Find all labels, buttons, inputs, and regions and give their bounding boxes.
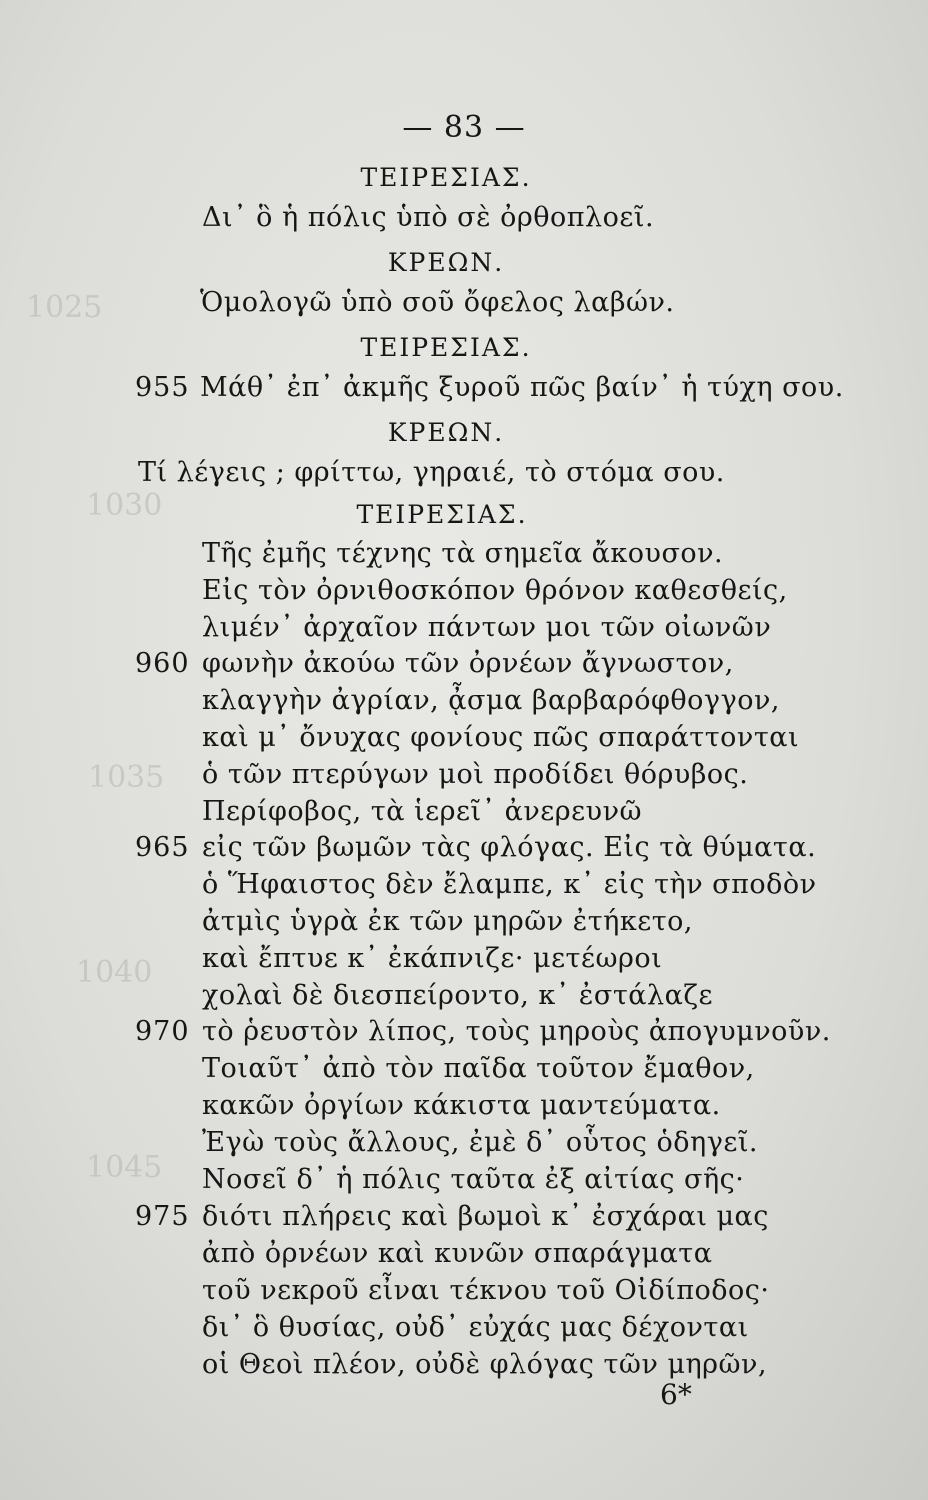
bleed-through-number: 1030 <box>86 488 163 523</box>
verse-line: κλαγγὴν ἀγρίαν, ᾆσμα βαρβαρόφθογγον, <box>202 685 780 716</box>
verse-line: ὁ τῶν πτερύγων μοὶ προδίδει θόρυβος. <box>202 759 749 790</box>
printer-signature: 6* <box>660 1378 692 1411</box>
bleed-through-number: 1025 <box>26 290 103 325</box>
speaker-heading: ΤΕΙΡΕΣΙΑΣ. <box>360 163 532 192</box>
verse-line: Τί λέγεις ; φρίττω, γηραιέ, τὸ στόμα σου. <box>138 457 725 488</box>
verse-line: δι᾽ ὃ θυσίας, οὐδ᾽ εὐχάς μας δέχονται <box>202 1312 749 1343</box>
verse-line: Μάθ᾽ ἐπ᾽ ἀκμῆς ξυροῦ πῶς βαίν᾽ ἡ τύχη σου. <box>200 372 844 403</box>
verse-line: Ὁμολογῶ ὑπὸ σοῦ ὄφελος λαβών. <box>200 287 675 318</box>
verse-line: λιμέν᾽ ἀρχαῖον πάντων μοι τῶν οἰωνῶν <box>202 612 772 643</box>
verse-line: εἰς τῶν βωμῶν τὰς φλόγας. Εἰς τὰ θύματα. <box>202 832 817 863</box>
verse-line: Τοιαῦτ᾽ ἀπὸ τὸν παῖδα τοῦτον ἔμαθον, <box>202 1053 755 1084</box>
verse-line: διότι πλήρεις καὶ βωμοὶ κ᾽ ἐσχάραι μας <box>202 1201 769 1232</box>
page-number: — 83 — <box>402 110 526 145</box>
verse-line: οἱ Θεοὶ πλέον, οὐδὲ φλόγας τῶν μηρῶν, <box>202 1349 768 1380</box>
verse-line: Δι᾽ ὃ ἡ πόλις ὑπὸ σὲ ὀρθοπλοεῖ. <box>202 202 655 233</box>
verse-line: Εἰς τὸν ὀρνιθοσκόπον θρόνον καθεσθείς, <box>202 575 788 606</box>
verse-line: χολαὶ δὲ διεσπείροντο, κ᾽ ἐστάλαζε <box>202 980 713 1011</box>
verse-line: τὸ ῥευστὸν λίπος, τοὺς μηροὺς ἀπογυμνοῦν. <box>202 1016 831 1047</box>
verse-line: ἀπὸ ὀρνέων καὶ κυνῶν σπαράγματα <box>202 1238 713 1269</box>
bleed-through-number: 1045 <box>86 1150 163 1185</box>
verse-line: καὶ μ᾽ ὄνυχας φονίους πῶς σπαράττονται <box>202 722 800 753</box>
verse-line: ὁ Ἥφαιστος δὲν ἔλαμπε, κ᾽ εἰς τὴν σποδὸν <box>202 869 817 900</box>
verse-line: ἀτμὶς ὑγρὰ ἐκ τῶν μηρῶν ἐτήκετο, <box>202 906 693 937</box>
speaker-heading: ΚΡΕΩΝ. <box>387 248 505 277</box>
line-number: 965 <box>135 832 190 863</box>
verse-line: φωνὴν ἀκούω τῶν ὀρνέων ἄγνωστον, <box>202 648 734 679</box>
speaker-heading: ΚΡΕΩΝ. <box>387 418 505 447</box>
verse-line: Νοσεῖ δ᾽ ἡ πόλις ταῦτα ἐξ αἰτίας σῆς· <box>202 1164 745 1195</box>
speaker-heading: ΤΕΙΡΕΣΙΑΣ. <box>360 333 532 362</box>
verse-line: κακῶν ὀργίων κάκιστα μαντεύματα. <box>202 1090 721 1121</box>
line-number: 960 <box>135 648 190 679</box>
verse-line: καὶ ἔπτυε κ᾽ ἐκάπνιζε· μετέωροι <box>202 943 663 974</box>
verse-line: Περίφοβος, τὰ ἱερεῖ᾽ ἀνερευνῶ <box>202 796 643 827</box>
line-number: 970 <box>135 1016 190 1047</box>
verse-line: τοῦ νεκροῦ εἶναι τέκνου τοῦ Οἰδίποδος· <box>202 1275 770 1306</box>
bleed-through-number: 1035 <box>88 760 165 795</box>
verse-line: Τῆς ἐμῆς τέχνης τὰ σημεῖα ἄκουσον. <box>202 538 724 569</box>
verse-line: Ἐγὼ τοὺς ἄλλους, ἐμὲ δ᾽ οὗτος ὁδηγεῖ. <box>202 1127 758 1158</box>
line-number: 975 <box>135 1201 190 1232</box>
line-number: 955 <box>135 372 190 403</box>
bleed-through-number: 1040 <box>76 955 153 990</box>
speaker-heading: ΤΕΙΡΕΣΙΑΣ. <box>356 500 528 529</box>
